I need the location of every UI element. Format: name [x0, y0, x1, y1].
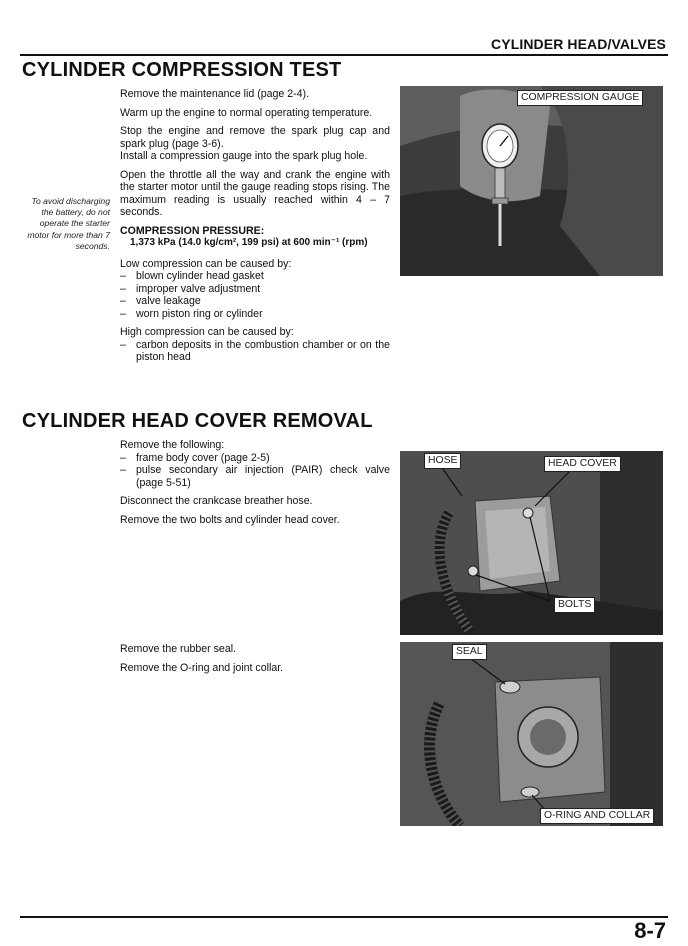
list-item: – worn piston ring or cylinder	[120, 308, 390, 321]
spec-label: COMPRESSION PRESSURE:	[120, 224, 265, 237]
step-remove-seal: Remove the rubber seal.	[120, 643, 237, 655]
remove-list	[120, 452, 390, 490]
spec-value: 1,373 kPa (14.0 kg/cm², 199 psi) at 600 min⁻¹ (rpm)	[130, 237, 368, 248]
list-item: – pulse secondary air injection (PAIR) check valve (page 5-51)	[120, 464, 390, 489]
page-number: 8-7	[634, 918, 666, 943]
high-compression-list	[120, 339, 390, 364]
label-hose: HOSE	[424, 453, 461, 469]
seal-oring-illustration	[400, 642, 663, 826]
low-compression-list	[120, 270, 390, 320]
list-item: – valve leakage	[120, 295, 390, 308]
step-remove-bolts: Remove the two bolts and cylinder head cover.	[120, 513, 340, 526]
head-cover-removal-text	[120, 439, 390, 532]
head-cover-illustration	[400, 451, 663, 635]
list-item: – blown cylinder head gasket	[120, 270, 390, 283]
photo-seal-oring	[400, 642, 663, 826]
label-oring-collar: O-RING AND COLLAR	[540, 808, 654, 824]
label-head-cover: HEAD COVER	[544, 456, 621, 472]
section-title-head-cover-removal: CYLINDER HEAD COVER REMOVAL	[22, 410, 373, 432]
header-rule	[20, 54, 668, 56]
label-bolts: BOLTS	[554, 597, 595, 613]
photo-head-cover	[400, 451, 663, 635]
step-remove-plug: Stop the engine and remove the spark plug cap and spark plug (page 3-6).	[120, 125, 390, 150]
compression-gauge-illustration	[400, 86, 663, 276]
high-compression-intro: High compression can be caused by:	[120, 326, 294, 338]
label-seal: SEAL	[452, 644, 487, 660]
section-title-compression-test: CYLINDER COMPRESSION TEST	[22, 59, 342, 81]
list-item: – improper valve adjustment	[120, 283, 390, 296]
seal-removal-text	[120, 643, 390, 680]
photo-compression-gauge	[400, 86, 663, 276]
low-compression-intro: Low compression can be caused by:	[120, 257, 292, 270]
list-item: – carbon deposits in the combustion chamber or on the piston head	[120, 339, 390, 364]
step-warm-up: Warm up the engine to normal operating temperature.	[120, 106, 373, 119]
list-item: – frame body cover (page 2-5)	[120, 452, 390, 465]
step-crank-engine: Open the throttle all the way and crank the engine with the starter motor until the gauge reading stops rising. The maximum reading is usually reached within 4 – 7 seconds.	[120, 168, 390, 218]
remove-intro: Remove the following:	[120, 439, 225, 451]
step-remove-oring: Remove the O-ring and joint collar.	[120, 661, 284, 674]
compression-test-text	[120, 88, 390, 370]
running-header: CYLINDER HEAD/VALVES	[491, 36, 666, 52]
label-compression-gauge: COMPRESSION GAUGE	[517, 90, 643, 106]
footer-rule	[20, 916, 668, 918]
step-disconnect-breather: Disconnect the crankcase breather hose.	[120, 495, 313, 507]
step-remove-lid: Remove the maintenance lid (page 2-4).	[120, 88, 310, 100]
step-install-gauge: Install a compression gauge into the spark plug hole.	[120, 150, 368, 162]
side-note-starter-warning: To avoid discharging the battery, do not operate the starter motor for more than 7 seconds.	[27, 196, 110, 251]
